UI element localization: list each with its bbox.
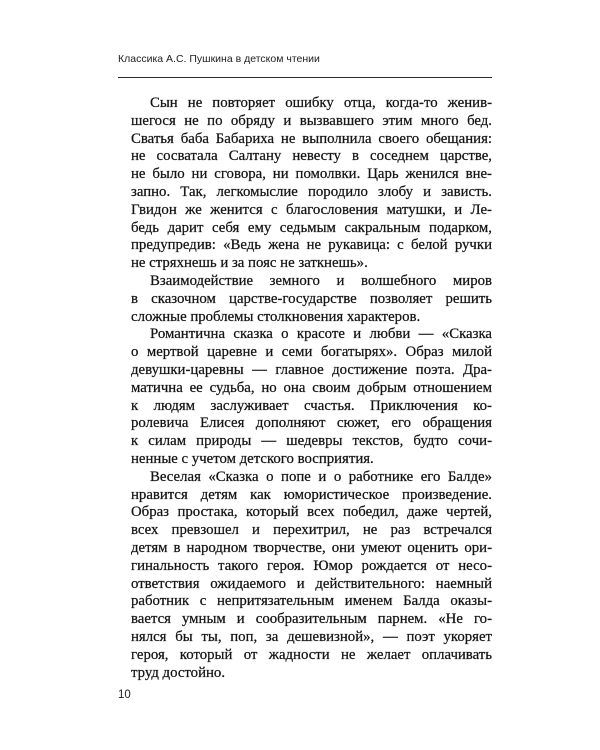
- paragraph-2: [131, 273, 492, 326]
- text-line: ролевича Елисея дополняют сюжет, его обращения: [131, 415, 492, 432]
- text-line: Веселая «Сказка о попе и о работнике его Балде»: [150, 468, 492, 485]
- text-line: Взаимодействие земного и волшебного миров: [150, 272, 492, 289]
- text-line: Образ простака, который всех победил, даже чертей,: [131, 504, 492, 521]
- text-line: ненные с учетом детского восприятия.: [131, 450, 374, 467]
- text-line: всех превзошел и перехитрил, не раз встречался: [131, 522, 492, 539]
- header-rule: [118, 77, 492, 78]
- text-line: сложные проблемы столкновения характеров.: [131, 308, 421, 325]
- text-line: Гвидон же женится с благословения матушки, и Ле-: [131, 201, 492, 218]
- text-line: запно. Так, легкомыслие породило злобу и зависть.: [131, 183, 492, 200]
- body-text: [131, 95, 492, 682]
- text-line: девушки-царевны — главное достижение поэта. Дра-: [131, 361, 492, 378]
- text-line: матична ее судьба, но она своим добрым отношением: [131, 379, 492, 396]
- text-line: труд достойно.: [131, 664, 226, 681]
- text-line: не стряхнешь и за пояс не заткнешь».: [131, 255, 368, 272]
- text-line: к силам природы — шедевры текстов, будто сочи-: [131, 433, 492, 450]
- paragraph-1: [131, 95, 492, 273]
- text-line: предупредив: «Ведь жена не рукавица: с белой ручки: [131, 237, 492, 254]
- text-line: о мертвой царевне и семи богатырях». Образ милой: [131, 344, 492, 361]
- text-line: к людям заслуживает счастья. Приключения ко-: [131, 397, 492, 414]
- text-line: вается умным и сообразительным парнем. «Не го-: [131, 611, 492, 628]
- paragraph-4: [131, 469, 492, 683]
- text-line: работник с непритязательным именем Балда оказы-: [131, 593, 492, 610]
- text-line: бедь дарит себя ему седьмым сакральным подарком,: [131, 219, 492, 236]
- text-line: ответствия ожидаемого и действительного: наемный: [131, 575, 492, 592]
- text-line: детям в народном творчестве, они умеют оценить ори-: [131, 539, 492, 556]
- text-line: Сватья баба Бабариха не выполнила своего обещания:: [131, 130, 492, 147]
- page-number: 10: [118, 689, 131, 701]
- text-line: нялся бы ты, поп, за дешевизной», — поэт укоряет: [131, 628, 492, 645]
- text-line: Романтична сказка о красоте и любви — «Сказка: [150, 326, 492, 343]
- text-line: Сын не повторяет ошибку отца, когда-то женив-: [150, 95, 492, 111]
- text-line: не было ни сговора, ни помолвки. Царь женился вне-: [131, 166, 492, 183]
- running-title: Классика А.С. Пушкина в детском чтении: [118, 53, 320, 65]
- text-line: не сосватала Салтану невесту в соседнем царстве,: [131, 148, 492, 165]
- paragraph-3: [131, 326, 492, 468]
- text-line: в сказочном царстве-государстве позволяет решить: [131, 290, 492, 307]
- text-line: героя, который от жадности не желает оплачивать: [131, 646, 492, 663]
- text-line: нравится детям как юмористическое произведение.: [131, 486, 492, 503]
- text-line: шегося не по обряду и вызвавшего этим много бед.: [131, 112, 492, 129]
- text-line: гинальность такого героя. Юмор рождается от несо-: [131, 557, 492, 574]
